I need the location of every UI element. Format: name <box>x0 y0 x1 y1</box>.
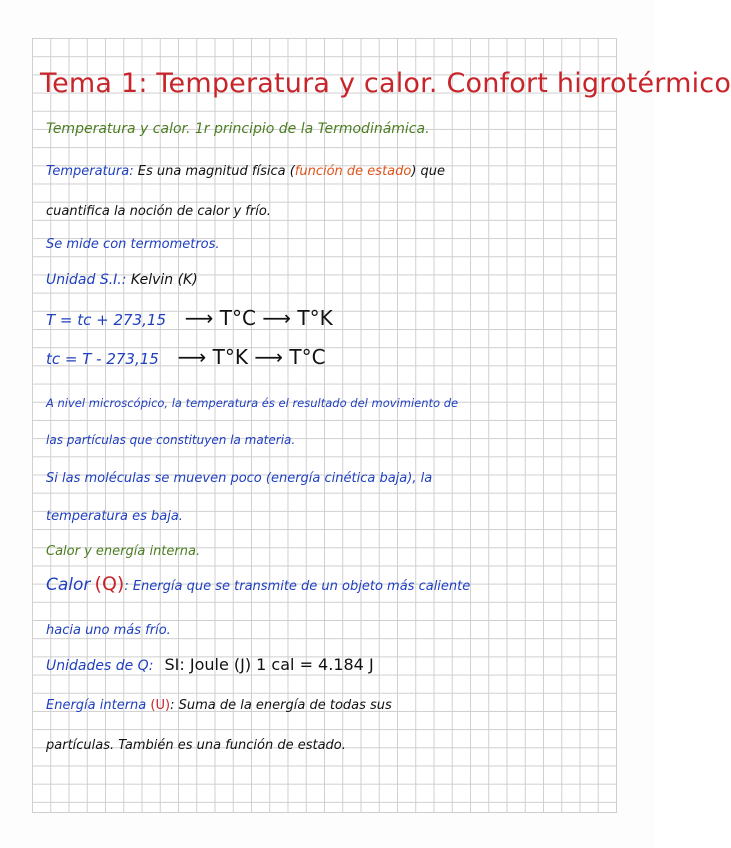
grid-paper <box>32 38 617 813</box>
internal-energy-line <box>46 699 392 712</box>
state-function-highlight: función de estado <box>294 164 412 179</box>
internal-energy-line-2: partículas. También es una función de estado. <box>46 738 346 753</box>
conversion-kelvin-to-celsius: ⟶ T°K ⟶ T°C <box>177 345 326 369</box>
si-unit-line <box>46 273 198 287</box>
formula-kelvin: T = tc + 273,15 <box>46 311 166 329</box>
temperature-definition-end: ) que <box>411 164 446 179</box>
internal-energy-definition: : Suma de la energía de todas sus <box>170 698 392 713</box>
formula-celsius-line <box>46 347 326 367</box>
microscopic-line-1: A nivel microscópico, la temperatura és el resultado del movimiento de <box>46 396 459 410</box>
heat-units-value: SI: Joule (J) 1 cal = 4.184 J <box>164 655 374 674</box>
measured-with-line: Se mide con termometros. <box>46 237 220 252</box>
heat-definition-line-2: hacia uno más frío. <box>46 623 171 638</box>
temperature-definition-line <box>46 165 445 178</box>
heat-symbol: (Q) <box>94 573 125 595</box>
microscopic-line-2: las partículas que constituyen la materia. <box>46 433 296 447</box>
section-heading-heat: Calor y energía interna. <box>46 544 201 559</box>
conversion-celsius-to-kelvin: ⟶ T°C ⟶ T°K <box>184 306 333 330</box>
si-unit-label: Unidad S.I.: <box>46 272 127 288</box>
si-unit-value: Kelvin (K) <box>130 272 198 288</box>
section-heading-temperature: Temperatura y calor. 1r principio de la Termodinámica. <box>46 121 430 137</box>
molecules-line-2: temperatura es baja. <box>46 509 183 524</box>
heat-units-line <box>46 657 374 673</box>
heat-label: Calor <box>46 575 91 595</box>
internal-energy-symbol: (U) <box>150 698 171 713</box>
page-title: Tema 1: Temperatura y calor. Confort higrotérmico <box>40 68 731 99</box>
temperature-definition-line-2: cuantifica la noción de calor y frío. <box>46 204 271 219</box>
temperature-label: Temperatura: <box>46 164 134 179</box>
heat-units-label: Unidades de Q: <box>46 658 154 674</box>
formula-kelvin-line <box>46 308 333 328</box>
molecules-line-1: Si las moléculas se mueven poco (energía cinética baja), la <box>46 471 433 486</box>
internal-energy-label: Energía interna <box>46 698 147 713</box>
heat-definition: : Energía que se transmite de un objeto más caliente <box>124 579 471 594</box>
formula-celsius: tc = T - 273,15 <box>46 350 159 368</box>
heat-definition-line <box>46 575 470 594</box>
temperature-definition-start: Es una magnitud física ( <box>137 164 295 179</box>
